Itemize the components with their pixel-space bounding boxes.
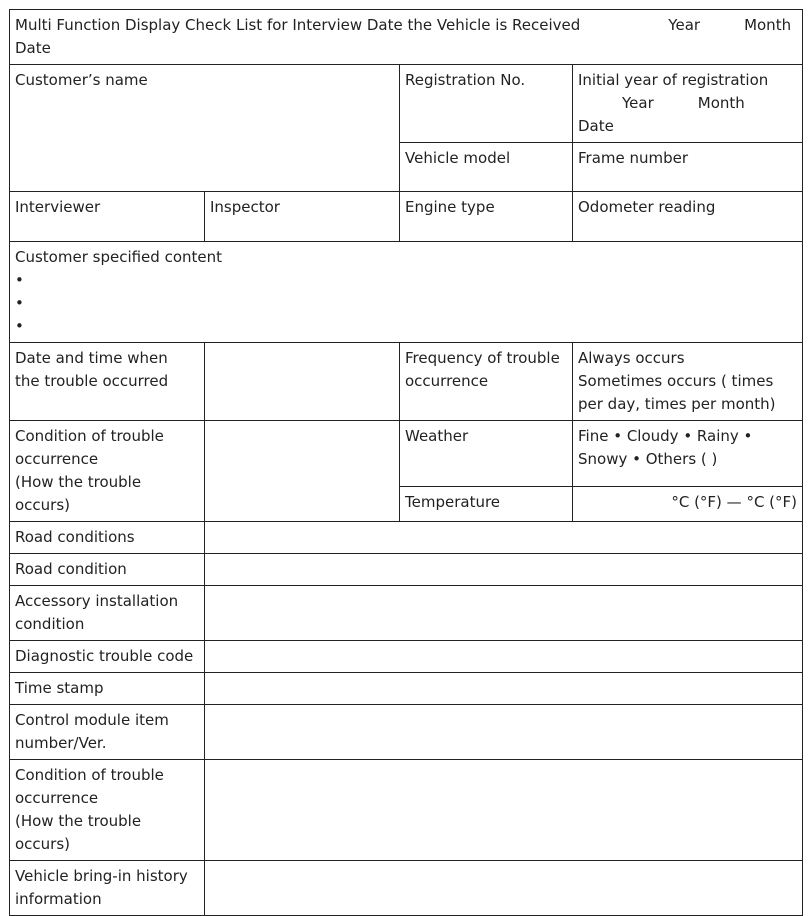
accessory-value-cell[interactable] <box>205 586 803 641</box>
datetime-label-line1: Date and time when <box>15 349 168 367</box>
bring-in-label-line1: Vehicle bring-in history <box>15 867 188 885</box>
condition-label-line3: (How the trouble <box>15 473 142 491</box>
condition-label-cell <box>10 421 205 522</box>
odometer-cell[interactable] <box>573 192 803 242</box>
accessory-label-line1: Accessory installation <box>15 592 179 610</box>
control-module-label-line1: Control module item <box>15 711 169 729</box>
customer-name-cell[interactable] <box>10 65 400 192</box>
dtc-label: Diagnostic trouble code <box>15 647 194 665</box>
control-module-label-cell <box>10 705 205 760</box>
frequency-label-cell <box>400 343 573 421</box>
road-condition-label-cell <box>10 554 205 586</box>
weather-label: Weather <box>405 427 469 445</box>
bring-in-label-line2: information <box>15 890 102 908</box>
header-row <box>10 10 803 65</box>
datetime-value-cell[interactable] <box>205 343 400 421</box>
road-conditions-label-cell <box>10 522 205 554</box>
bullet-2: • <box>15 294 24 312</box>
condition2-row <box>10 760 803 861</box>
vehicle-model-label: Vehicle model <box>405 149 511 167</box>
control-module-value-cell[interactable] <box>205 705 803 760</box>
interviewer-cell[interactable] <box>10 192 205 242</box>
engine-type-label: Engine type <box>405 198 495 216</box>
condition2-label-line4: occurs) <box>15 835 71 853</box>
temperature-label: Temperature <box>405 492 501 511</box>
registration-no-cell[interactable] <box>400 65 573 143</box>
road-conditions-row <box>10 522 803 554</box>
frame-number-label: Frame number <box>578 149 689 167</box>
weather-options-line1: Fine • Cloudy • Rainy • <box>578 427 753 445</box>
bullet-1: • <box>15 271 24 289</box>
initial-registration-month: Month <box>697 94 745 112</box>
registration-no-label: Registration No. <box>405 71 526 89</box>
road-condition-value-cell[interactable] <box>205 554 803 586</box>
weather-options-cell[interactable] <box>573 421 803 487</box>
condition-row-1 <box>10 421 803 487</box>
bring-in-value-cell[interactable] <box>205 861 803 916</box>
road-conditions-label: Road conditions <box>15 528 135 546</box>
bullet-3: • <box>15 317 24 335</box>
time-stamp-value-cell[interactable] <box>205 673 803 705</box>
odometer-label: Odometer reading <box>578 198 716 216</box>
road-condition-row <box>10 554 803 586</box>
inspector-label: Inspector <box>210 198 280 216</box>
bring-in-label-cell <box>10 861 205 916</box>
condition2-label-line2: occurrence <box>15 789 99 807</box>
time-stamp-row <box>10 673 803 705</box>
frequency-label-line1: Frequency of trouble <box>405 349 560 367</box>
initial-registration-label: Initial year of registration <box>578 71 769 89</box>
condition2-label-line3: (How the trouble <box>15 812 142 830</box>
check-list-form <box>9 9 803 916</box>
frequency-option-per: per day, times per month) <box>578 395 776 413</box>
header-month: Month <box>744 16 792 34</box>
initial-registration-cell[interactable] <box>573 65 803 143</box>
frequency-option-always: Always occurs <box>578 349 685 367</box>
condition2-label-cell <box>10 760 205 861</box>
condition-value-cell[interactable] <box>205 421 400 522</box>
header-date: Date <box>15 39 51 57</box>
road-condition-label: Road condition <box>15 560 127 578</box>
header-year: Year <box>668 16 701 34</box>
initial-registration-year: Year <box>622 94 654 112</box>
condition2-value-cell[interactable] <box>205 760 803 861</box>
staff-row <box>10 192 803 242</box>
datetime-label-line2: the trouble occurred <box>15 372 169 390</box>
specified-content-label: Customer specified content <box>15 248 223 266</box>
frequency-option-sometimes: Sometimes occurs ( times <box>578 372 774 390</box>
accessory-label-cell <box>10 586 205 641</box>
engine-type-cell[interactable] <box>400 192 573 242</box>
weather-options-line2: Snowy • Others ( ) <box>578 450 718 468</box>
condition2-label-line1: Condition of trouble <box>15 766 164 784</box>
dtc-value-cell[interactable] <box>205 641 803 673</box>
frequency-label-line2: occurrence <box>405 372 489 390</box>
initial-registration-date: Date <box>578 117 614 135</box>
dtc-label-cell <box>10 641 205 673</box>
road-conditions-value-cell[interactable] <box>205 522 803 554</box>
time-stamp-label: Time stamp <box>15 679 104 697</box>
inspector-cell[interactable] <box>205 192 400 242</box>
condition-label-line4: occurs) <box>15 496 71 514</box>
temperature-label-cell <box>400 486 573 521</box>
specified-row <box>10 242 803 343</box>
datetime-row <box>10 343 803 421</box>
header-cell <box>10 10 803 65</box>
specified-content-cell[interactable] <box>10 242 803 343</box>
datetime-label-cell <box>10 343 205 421</box>
control-module-row <box>10 705 803 760</box>
temperature-value: °C (°F) — °C (°F) <box>671 492 798 511</box>
interviewer-label: Interviewer <box>15 198 101 216</box>
customer-name-label: Customer’s name <box>15 71 148 89</box>
weather-label-cell <box>400 421 573 487</box>
accessory-label-line2: condition <box>15 615 85 633</box>
frame-number-cell[interactable] <box>573 143 803 192</box>
temperature-value-cell[interactable] <box>573 486 803 521</box>
bring-in-row <box>10 861 803 916</box>
vehicle-model-cell[interactable] <box>400 143 573 192</box>
condition-label-line2: occurrence <box>15 450 99 468</box>
time-stamp-label-cell <box>10 673 205 705</box>
condition-label-line1: Condition of trouble <box>15 427 164 445</box>
accessory-row <box>10 586 803 641</box>
form-title: Multi Function Display Check List for Interview Date the Vehicle is Received <box>15 16 581 34</box>
frequency-options-cell[interactable] <box>573 343 803 421</box>
dtc-row <box>10 641 803 673</box>
customer-row-1 <box>10 65 803 143</box>
control-module-label-line2: number/Ver. <box>15 734 107 752</box>
